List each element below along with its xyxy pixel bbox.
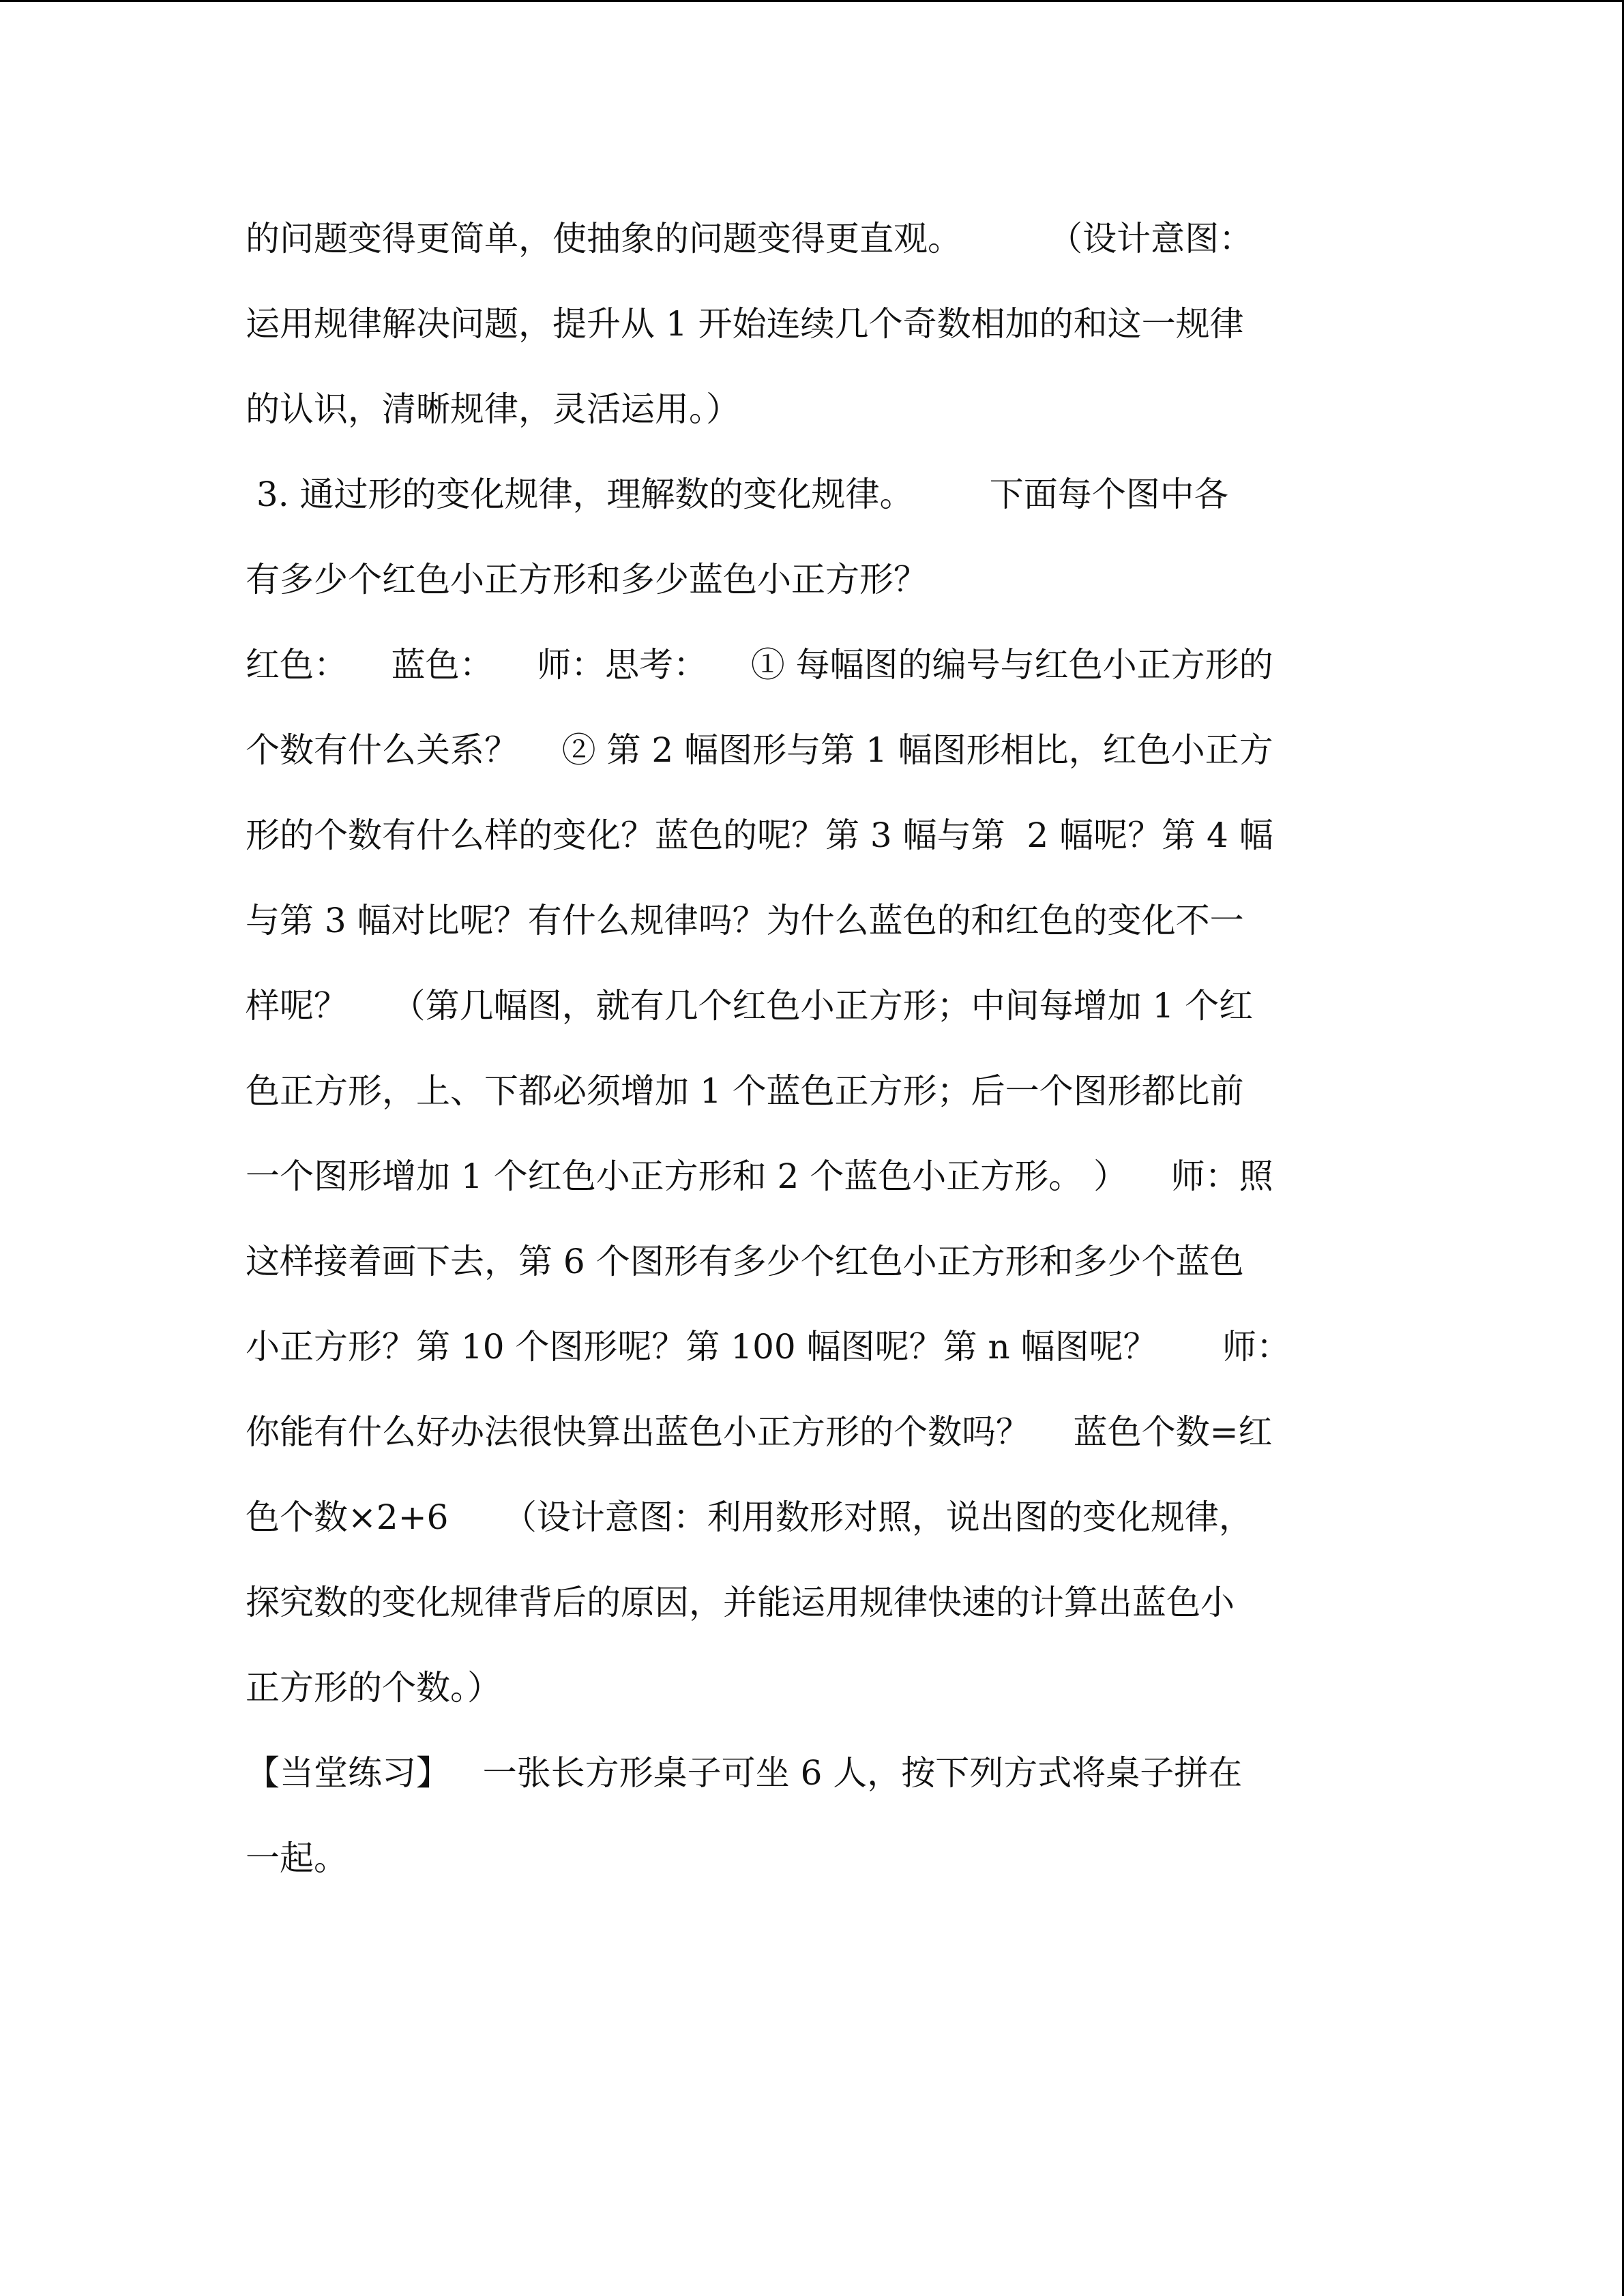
text-line: 的问题变得更简单，使抽象的问题变得更直观。 （设计意图： (246, 219, 1254, 258)
text-line: 色个数×2+6 （设计意图：利用数形对照，说出图的变化规律， (246, 1497, 1253, 1537)
text-line: 样呢？ （第几幅图，就有几个红色小正方形；中间每增加 1 个红 (246, 986, 1254, 1026)
text-line: 正方形的个数。） (246, 1668, 501, 1708)
text-line: 色正方形，上、下都必须增加 1 个蓝色正方形；后一个图形都比前 (246, 1071, 1244, 1111)
section-heading-line: 3. 通过形的变化规律，理解数的变化规律。 下面每个图中各 (246, 475, 1228, 514)
text-line: 有多少个红色小正方形和多少蓝色小正方形？ (246, 560, 928, 599)
text-line: 探究数的变化规律背后的原因，并能运用规律快速的计算出蓝色小 (246, 1583, 1235, 1622)
exercise-heading-line: 【当堂练习】 一张长方形桌子可坐 6 人，按下列方式将桌子拼在 (246, 1753, 1243, 1793)
text-line: 这样接着画下去，第 6 个图形有多少个红色小正方形和多少个蓝色 (246, 1242, 1244, 1281)
text-line: 红色： 蓝色： 师：思考： ① 每幅图的编号与红色小正方形的 (246, 645, 1273, 685)
text-line: 的认识，清晰规律，灵活运用。） (246, 389, 740, 429)
text-line: 一起。 (246, 1838, 348, 1878)
document-body (246, 196, 1378, 1901)
text-line: 运用规律解决问题，提升从 1 开始连续几个奇数相加的和这一规律 (246, 304, 1244, 344)
text-line: 形的个数有什么样的变化？蓝色的呢？第 3 幅与第 2 幅呢？第 4 幅 (246, 816, 1273, 855)
text-line: 一个图形增加 1 个红色小正方形和 2 个蓝色小正方形。 ） 师：照 (246, 1157, 1273, 1196)
text-line: 与第 3 幅对比呢？有什么规律吗？为什么蓝色的和红色的变化不一 (246, 901, 1244, 940)
text-line: 个数有什么关系？ ② 第 2 幅图形与第 1 幅图形相比，红色小正方 (246, 730, 1273, 770)
text-line: 你能有什么好办法很快算出蓝色小正方形的个数吗？ 蓝色个数=红 (246, 1412, 1273, 1452)
text-line: 小正方形？第 10 个图形呢？第 100 幅图呢？第 n 幅图呢？ 师： (246, 1327, 1290, 1367)
